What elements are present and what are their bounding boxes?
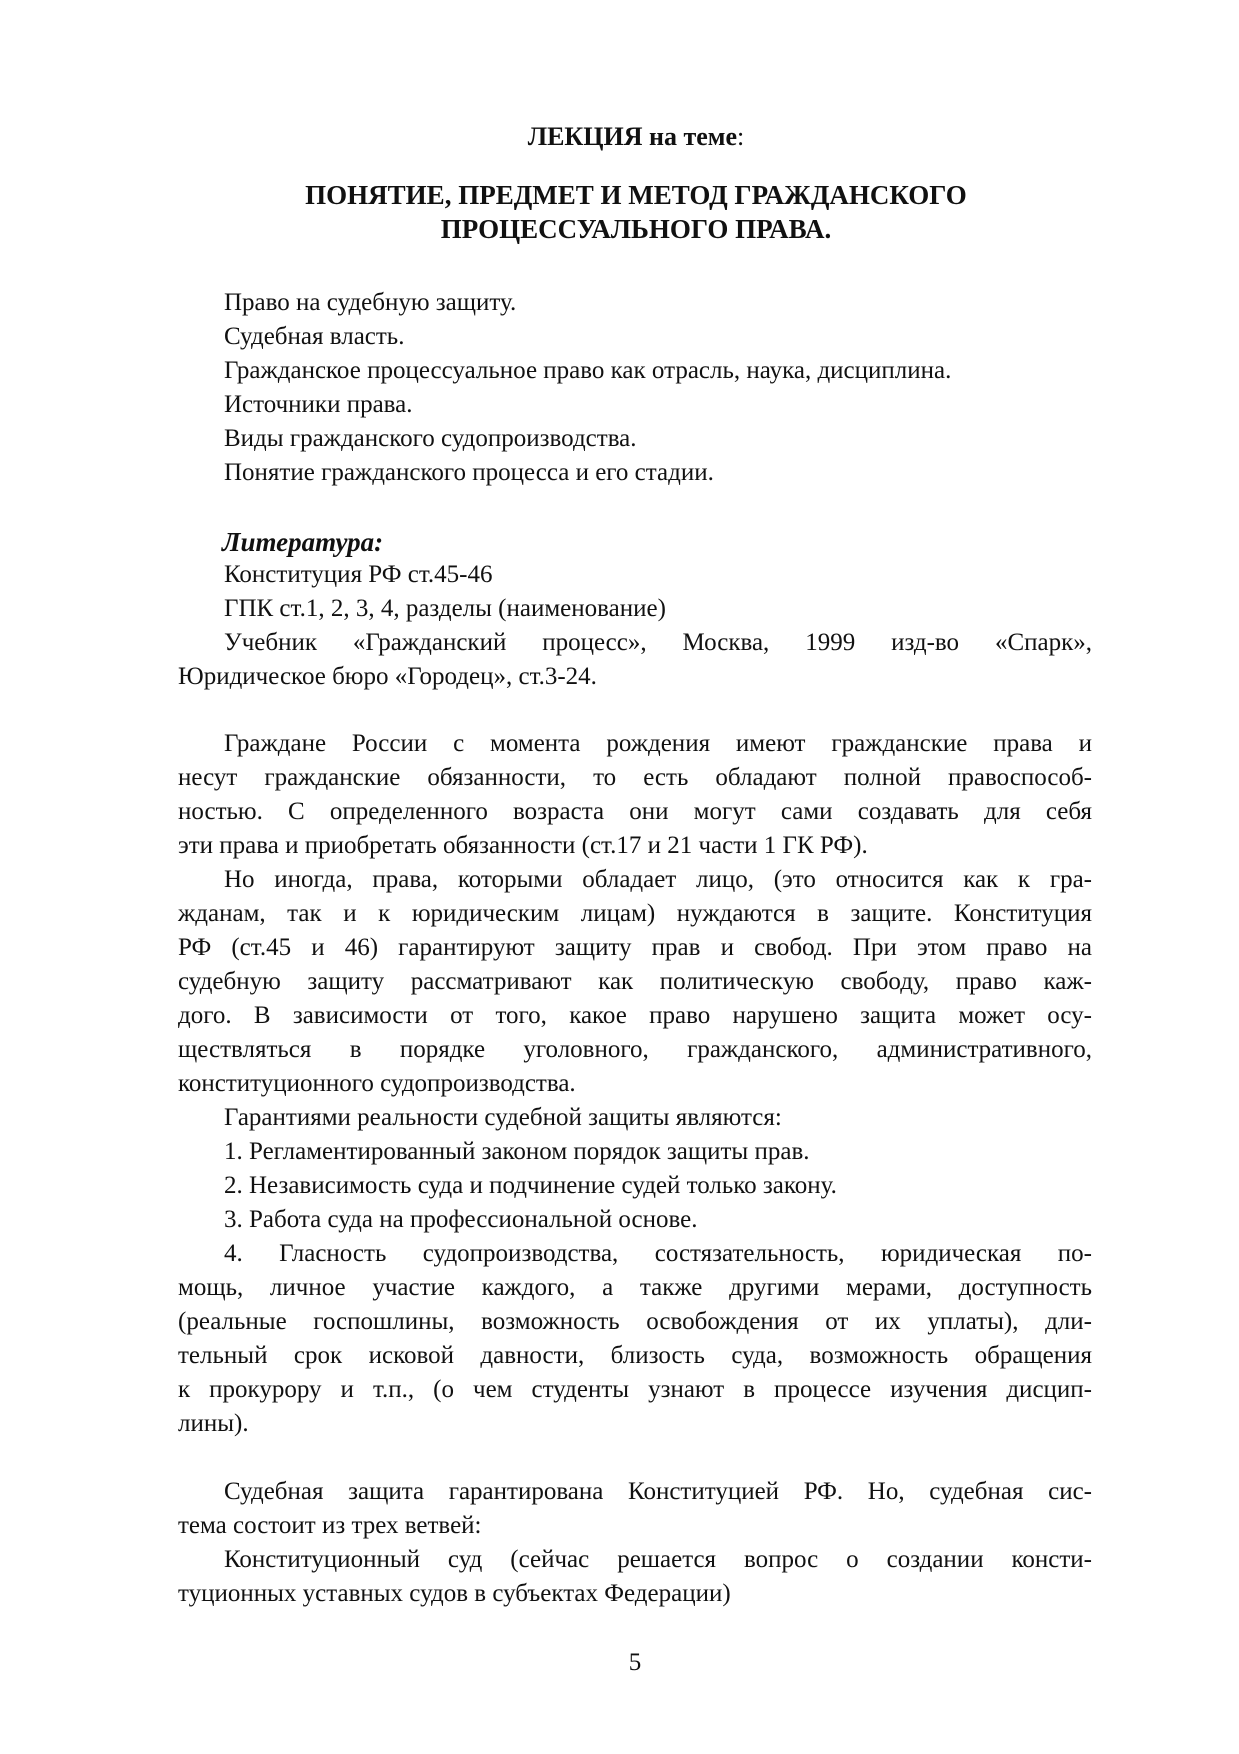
list-item: 2. Независимость суда и подчинение судей только закону. <box>224 1172 837 1199</box>
body-line: дого. В зависимости от того, какое право нарушено защита может осу- <box>178 1002 1092 1029</box>
literature-item: ГПК ст.1, 2, 3, 4, разделы (наименование) <box>224 595 666 622</box>
body-line: к прокурору и т.п., (о чем студенты узнают в процессе изучения дисцип- <box>178 1376 1092 1403</box>
list-item: 3. Работа суда на профессиональной основе. <box>224 1206 698 1233</box>
literature-item: Конституция РФ ст.45-46 <box>224 561 493 588</box>
list-item: 4. Гласность судопроизводства, состязательность, юридическая по- <box>224 1240 1092 1267</box>
topic-item: Понятие гражданского процесса и его стадии. <box>224 459 714 486</box>
title-line-1: ПОНЯТИЕ, ПРЕДМЕТ И МЕТОД ГРАЖДАНСКОГО <box>305 180 967 210</box>
body-line: ществляться в порядке уголовного, гражданского, административного, <box>178 1036 1092 1063</box>
topic-item: Источники права. <box>224 391 413 418</box>
body-line: конституционного судопроизводства. <box>178 1070 576 1097</box>
body-line: жданам, так и к юридическим лицам) нуждаются в защите. Конституция <box>178 900 1092 927</box>
literature-heading: Литература: <box>222 527 384 557</box>
literature-item: Учебник «Гражданский процесс», Москва, 1999 изд-во «Спарк», <box>224 629 1092 656</box>
body-line: Граждане России с момента рождения имеют гражданские права и <box>224 730 1092 757</box>
body-line: (реальные госпошлины, возможность освобождения от их уплаты), дли- <box>178 1308 1092 1335</box>
title-line-2: ПРОЦЕССУАЛЬНОГО ПРАВА. <box>440 214 832 244</box>
body-line: тема состоит из трех ветвей: <box>178 1512 482 1539</box>
body-line: РФ (ст.45 и 46) гарантируют защиту прав и свобод. При этом право на <box>178 934 1092 961</box>
topic-item: Виды гражданского судопроизводства. <box>224 425 637 452</box>
body-line: Гарантиями реальности судебной защиты являются: <box>224 1104 782 1131</box>
body-line: Судебная защита гарантирована Конституцией РФ. Но, судебная сис- <box>224 1478 1092 1505</box>
lecture-heading-colon: : <box>737 122 745 151</box>
literature-item: Юридическое бюро «Городец», ст.3-24. <box>178 663 597 690</box>
lecture-heading <box>180 120 1092 154</box>
body-line: ностью. С определенного возраста они могут сами создавать для себя <box>178 798 1092 825</box>
body-line: Конституционный суд (сейчас решается вопрос о создании консти- <box>224 1546 1092 1573</box>
body-line: несут гражданские обязанности, то есть обладают полной правоспособ- <box>178 764 1092 791</box>
page-number: 5 <box>628 1649 642 1676</box>
topic-item: Гражданское процессуальное право как отрасль, наука, дисциплина. <box>224 357 952 384</box>
body-line: судебную защиту рассматривают как политическую свободу, право каж- <box>178 968 1092 995</box>
body-line: Но иногда, права, которыми обладает лицо, (это относится как к гра- <box>224 866 1092 893</box>
body-line: эти права и приобретать обязанности (ст.17 и 21 части 1 ГК РФ). <box>178 832 868 859</box>
topic-item: Судебная власть. <box>224 323 405 350</box>
body-line: тельный срок исковой давности, близость суда, возможность обращения <box>178 1342 1092 1369</box>
body-line: мощь, личное участие каждого, а также другими мерами, доступность <box>178 1274 1092 1301</box>
body-line: туционных уставных судов в субъектах Федерации) <box>178 1580 731 1607</box>
topic-item: Право на судебную защиту. <box>224 289 517 316</box>
lecture-heading-label: ЛЕКЦИЯ на теме <box>527 122 738 151</box>
list-item: 1. Регламентированный законом порядок защиты прав. <box>224 1138 810 1165</box>
body-line: лины). <box>178 1410 249 1437</box>
